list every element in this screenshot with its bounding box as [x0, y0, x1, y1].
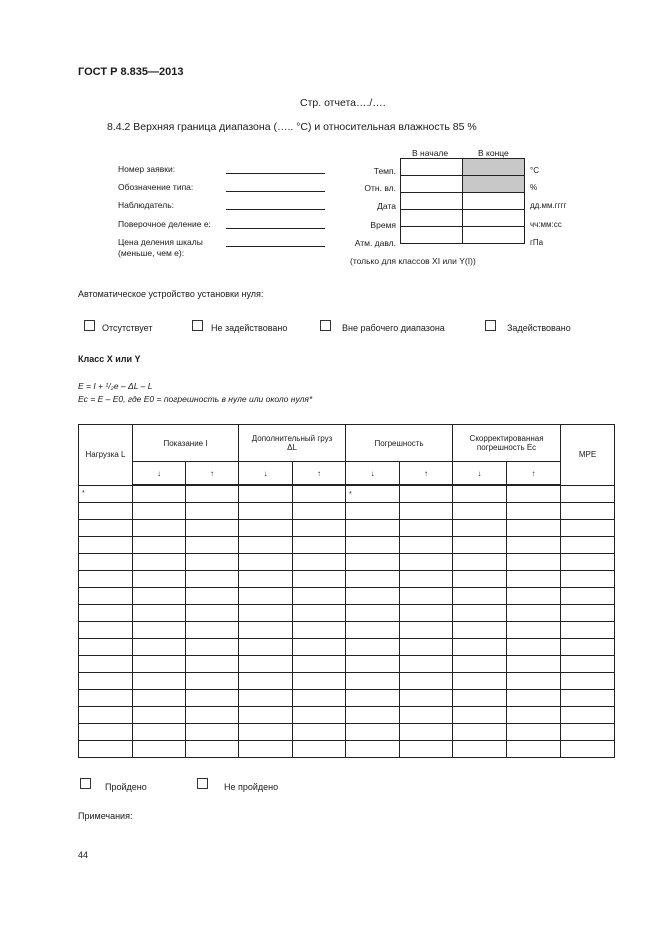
section-title: 8.4.2 Верхняя граница диапазона (….. °С) и относительная влажность 85 % [107, 121, 477, 133]
table-cell[interactable] [507, 690, 561, 707]
table-cell[interactable] [239, 724, 293, 741]
field-request-number-line[interactable] [226, 173, 325, 174]
table-cell[interactable] [400, 622, 453, 639]
auto-zero-not-engaged-checkbox[interactable] [192, 320, 203, 331]
table-cell[interactable]: * [346, 485, 400, 503]
table-cell[interactable] [507, 503, 561, 520]
table-cell[interactable] [186, 639, 239, 656]
table-cell[interactable] [293, 656, 346, 673]
table-cell[interactable] [79, 588, 133, 605]
table-cell[interactable] [79, 520, 133, 537]
table-row [79, 724, 615, 741]
table-cell[interactable] [400, 571, 453, 588]
header-corrected-label-2: погрешность Ec [476, 443, 537, 452]
table-cell[interactable] [561, 656, 615, 673]
table-cell[interactable] [186, 741, 239, 758]
table-cell[interactable] [346, 707, 400, 724]
table-cell[interactable] [400, 588, 453, 605]
table-cell[interactable] [293, 673, 346, 690]
table-row [79, 690, 615, 707]
table-cell[interactable] [79, 537, 133, 554]
table-cell[interactable] [507, 520, 561, 537]
table-row [79, 605, 615, 622]
table-cell[interactable] [561, 690, 615, 707]
table-cell[interactable] [561, 485, 615, 503]
env-cell-humidity-end[interactable] [463, 176, 525, 193]
header-extra-weight-symbol: ΔL [287, 443, 297, 452]
table-cell[interactable] [133, 503, 186, 520]
table-cell[interactable] [186, 571, 239, 588]
table-cell[interactable] [346, 656, 400, 673]
table-cell[interactable] [293, 707, 346, 724]
table-cell[interactable] [453, 520, 507, 537]
table-cell[interactable] [453, 639, 507, 656]
table-cell[interactable] [561, 639, 615, 656]
table-cell[interactable] [453, 690, 507, 707]
table-cell[interactable] [400, 741, 453, 758]
arrow-up-icon: ↑ [186, 462, 239, 486]
auto-zero-engaged-label: Задействовано [507, 323, 571, 333]
table-cell[interactable] [507, 673, 561, 690]
table-cell[interactable] [400, 724, 453, 741]
table-cell[interactable] [133, 741, 186, 758]
table-cell[interactable] [561, 605, 615, 622]
env-col-end: В конце [478, 148, 509, 158]
table-cell[interactable] [507, 741, 561, 758]
auto-zero-absent-label: Отсутствует [102, 323, 153, 333]
table-cell[interactable] [293, 554, 346, 571]
env-label-pressure: Атм. давл. [354, 238, 396, 248]
page-number: 44 [78, 850, 89, 860]
arrow-up-icon: ↑ [400, 462, 453, 486]
env-unit-pressure: гПа [530, 238, 544, 247]
table-cell[interactable] [453, 724, 507, 741]
table-cell[interactable] [400, 605, 453, 622]
table-cell[interactable] [293, 605, 346, 622]
env-unit-temp: °С [530, 166, 539, 175]
env-cell-temp-start[interactable] [401, 159, 463, 176]
arrow-up-icon: ↑ [507, 462, 561, 486]
table-cell[interactable] [293, 588, 346, 605]
table-cell[interactable] [453, 571, 507, 588]
arrow-down-icon: ↓ [453, 462, 507, 486]
field-label-request-number: Номер заявки: [118, 164, 176, 174]
table-cell[interactable] [79, 690, 133, 707]
table-cell[interactable] [186, 673, 239, 690]
table-cell[interactable] [79, 503, 133, 520]
standard-number: ГОСТ Р 8.835—2013 [78, 66, 184, 78]
table-cell[interactable] [507, 537, 561, 554]
report-page-counter: Стр. отчета…./…. [300, 97, 386, 109]
table-cell[interactable] [186, 605, 239, 622]
field-type-line[interactable] [226, 191, 325, 192]
table-cell[interactable] [346, 639, 400, 656]
table-cell[interactable] [133, 690, 186, 707]
table-row [79, 656, 615, 673]
auto-zero-out-of-range-label: Вне рабочего диапазона [342, 323, 445, 333]
table-cell[interactable] [453, 707, 507, 724]
table-cell[interactable] [239, 554, 293, 571]
env-label-humidity: Отн. вл. [364, 183, 396, 193]
table-cell[interactable] [453, 605, 507, 622]
table-cell[interactable] [561, 537, 615, 554]
table-cell[interactable] [400, 485, 453, 503]
header-extra-weight [239, 425, 346, 462]
table-cell[interactable] [453, 503, 507, 520]
table-row [79, 707, 615, 724]
table-cell[interactable] [453, 485, 507, 503]
table-cell[interactable] [293, 537, 346, 554]
table-cell[interactable] [561, 588, 615, 605]
table-cell[interactable] [239, 656, 293, 673]
table-cell[interactable] [239, 707, 293, 724]
table-cell[interactable] [133, 588, 186, 605]
formula-error: E = I + ¹/₂e – ΔL – L [78, 381, 153, 391]
table-cell[interactable] [186, 724, 239, 741]
table-cell[interactable] [293, 485, 346, 503]
table-row [79, 537, 615, 554]
table-cell[interactable] [561, 707, 615, 724]
table-cell[interactable] [561, 673, 615, 690]
table-cell[interactable] [561, 622, 615, 639]
table-cell[interactable] [239, 741, 293, 758]
table-row [79, 554, 615, 571]
table-cell[interactable] [293, 503, 346, 520]
table-cell[interactable] [186, 707, 239, 724]
env-cell-date-end[interactable] [463, 193, 525, 210]
field-verification-division-line[interactable] [226, 228, 325, 229]
env-cell-pressure-start[interactable] [401, 227, 463, 244]
table-cell[interactable] [79, 571, 133, 588]
table-cell[interactable]: * [79, 485, 133, 503]
table-cell[interactable] [239, 503, 293, 520]
header-error: Погрешность [346, 425, 453, 462]
table-cell[interactable] [400, 707, 453, 724]
table-cell[interactable] [346, 503, 400, 520]
table-cell[interactable] [79, 554, 133, 571]
table-row [79, 571, 615, 588]
table-cell[interactable] [186, 622, 239, 639]
field-scale-interval-line[interactable] [226, 246, 325, 247]
table-cell[interactable] [507, 588, 561, 605]
table-cell[interactable] [239, 622, 293, 639]
table-cell[interactable] [293, 724, 346, 741]
passed-label: Пройдено [105, 782, 147, 792]
table-cell[interactable] [507, 622, 561, 639]
table-cell[interactable] [133, 656, 186, 673]
arrow-down-icon: ↓ [133, 462, 186, 486]
failed-label: Не пройдено [224, 782, 279, 792]
env-cell-pressure-end[interactable] [463, 227, 525, 244]
table-cell[interactable] [239, 520, 293, 537]
table-cell[interactable] [400, 639, 453, 656]
table-cell[interactable] [346, 520, 400, 537]
header-corrected-label: Скорректированная [469, 434, 544, 443]
table-cell[interactable] [239, 537, 293, 554]
table-cell[interactable] [561, 741, 615, 758]
table-row [79, 639, 615, 656]
table-cell[interactable] [561, 554, 615, 571]
table-cell[interactable] [79, 605, 133, 622]
table-cell[interactable] [346, 554, 400, 571]
table-cell[interactable] [400, 554, 453, 571]
table-cell[interactable] [507, 571, 561, 588]
header-load: Нагрузка L [79, 425, 133, 486]
table-cell[interactable] [346, 741, 400, 758]
table-cell[interactable] [453, 656, 507, 673]
env-cell-time-end[interactable] [463, 210, 525, 227]
class-title: Класс X или Y [78, 354, 141, 364]
auto-zero-out-of-range-checkbox[interactable] [320, 320, 331, 331]
env-note: (только для классов XI или Y(I)) [350, 256, 476, 266]
table-cell[interactable] [346, 724, 400, 741]
table-cell[interactable] [239, 639, 293, 656]
table-cell[interactable] [453, 741, 507, 758]
table-row [79, 485, 615, 503]
env-label-date: Дата [377, 201, 396, 211]
table-cell[interactable] [186, 588, 239, 605]
field-observer-line[interactable] [226, 209, 325, 210]
table-cell[interactable] [293, 639, 346, 656]
table-body [79, 485, 615, 758]
table-cell[interactable] [133, 724, 186, 741]
env-cell-time-start[interactable] [401, 210, 463, 227]
env-label-temp: Темп. [373, 166, 396, 176]
table-cell[interactable] [561, 724, 615, 741]
table-cell[interactable] [346, 622, 400, 639]
header-mpe: MPE [561, 425, 615, 486]
env-cell-humidity-start[interactable] [401, 176, 463, 193]
table-cell[interactable] [346, 690, 400, 707]
table-cell[interactable] [186, 485, 239, 503]
table-cell[interactable] [79, 673, 133, 690]
table-cell[interactable] [453, 673, 507, 690]
table-cell[interactable] [293, 741, 346, 758]
table-cell[interactable] [507, 485, 561, 503]
table-row [79, 588, 615, 605]
table-cell[interactable] [400, 503, 453, 520]
table-cell[interactable] [79, 724, 133, 741]
failed-checkbox[interactable] [197, 778, 208, 789]
field-label-verification-division: Поверочное деление e: [118, 219, 211, 229]
table-cell[interactable] [346, 605, 400, 622]
table-cell[interactable] [561, 503, 615, 520]
table-row [79, 622, 615, 639]
table-cell[interactable] [239, 605, 293, 622]
field-label-type: Обозначение типа: [118, 182, 194, 192]
table-cell[interactable] [186, 537, 239, 554]
table-cell[interactable] [186, 690, 239, 707]
field-label-scale-interval-note: (меньше, чем e): [118, 248, 185, 258]
header-extra-weight-label: Дополнительный груз [251, 434, 333, 443]
table-cell[interactable] [186, 520, 239, 537]
env-table [400, 158, 525, 244]
table-cell[interactable] [453, 554, 507, 571]
notes-label: Примечания: [78, 811, 133, 821]
table-cell[interactable] [79, 656, 133, 673]
table-cell[interactable] [507, 724, 561, 741]
table-cell[interactable] [133, 554, 186, 571]
table-cell[interactable] [133, 673, 186, 690]
header-corrected-error [453, 425, 561, 462]
arrow-down-icon: ↓ [346, 462, 400, 486]
env-cell-temp-end[interactable] [463, 159, 525, 176]
table-cell[interactable] [400, 656, 453, 673]
table-cell[interactable] [133, 622, 186, 639]
table-row [79, 673, 615, 690]
field-label-scale-interval: Цена деления шкалы [118, 237, 203, 247]
table-cell[interactable] [400, 537, 453, 554]
env-cell-date-start[interactable] [401, 193, 463, 210]
env-label-time: Время [370, 220, 396, 230]
field-label-observer: Наблюдатель: [118, 200, 174, 210]
table-cell[interactable] [293, 690, 346, 707]
table-row [79, 520, 615, 537]
table-cell[interactable] [239, 588, 293, 605]
table-cell[interactable] [133, 605, 186, 622]
table-cell[interactable] [507, 639, 561, 656]
header-reading: Показание I [133, 425, 239, 462]
table-cell[interactable] [293, 622, 346, 639]
table-cell[interactable] [400, 690, 453, 707]
table-cell[interactable] [239, 485, 293, 503]
env-unit-time: чч:мм:сс [530, 220, 562, 229]
table-cell[interactable] [346, 571, 400, 588]
table-cell[interactable] [239, 690, 293, 707]
table-cell[interactable] [79, 741, 133, 758]
table-cell[interactable] [133, 707, 186, 724]
table-row [79, 503, 615, 520]
table-cell[interactable] [79, 707, 133, 724]
table-cell[interactable] [133, 537, 186, 554]
arrow-down-icon: ↓ [239, 462, 293, 486]
table-cell[interactable] [239, 673, 293, 690]
table-cell[interactable] [400, 673, 453, 690]
table-cell[interactable] [79, 639, 133, 656]
table-cell[interactable] [133, 485, 186, 503]
table-cell[interactable] [133, 639, 186, 656]
measurement-table [78, 424, 615, 758]
table-cell[interactable] [561, 571, 615, 588]
table-cell[interactable] [133, 520, 186, 537]
auto-zero-not-engaged-label: Не задействовано [211, 323, 288, 333]
auto-zero-title: Автоматическое устройство установки нуля: [78, 289, 264, 299]
table-cell[interactable] [507, 605, 561, 622]
table-cell[interactable] [186, 656, 239, 673]
table-cell[interactable] [453, 537, 507, 554]
table-cell[interactable] [239, 571, 293, 588]
table-cell[interactable] [346, 537, 400, 554]
table-cell[interactable] [507, 707, 561, 724]
table-cell[interactable] [561, 520, 615, 537]
table-cell[interactable] [186, 503, 239, 520]
passed-checkbox[interactable] [80, 778, 91, 789]
table-cell[interactable] [346, 588, 400, 605]
formula-corrected-error: Ec = E – E0, где E0 = погрешность в нуле или около нуля* [78, 394, 313, 404]
table-cell[interactable] [507, 656, 561, 673]
table-row [79, 741, 615, 758]
table-cell[interactable] [293, 520, 346, 537]
table-cell[interactable] [507, 554, 561, 571]
table-cell[interactable] [186, 554, 239, 571]
arrow-up-icon: ↑ [293, 462, 346, 486]
table-cell[interactable] [293, 571, 346, 588]
auto-zero-engaged-checkbox[interactable] [485, 320, 496, 331]
table-cell[interactable] [453, 622, 507, 639]
env-unit-humidity: % [530, 183, 538, 192]
table-cell[interactable] [133, 571, 186, 588]
table-cell[interactable] [79, 622, 133, 639]
table-cell[interactable] [400, 520, 453, 537]
env-col-start: В начале [412, 148, 449, 158]
auto-zero-absent-checkbox[interactable] [84, 320, 95, 331]
env-unit-date: дд.мм.гггг [530, 201, 567, 210]
table-cell[interactable] [453, 588, 507, 605]
table-cell[interactable] [346, 673, 400, 690]
